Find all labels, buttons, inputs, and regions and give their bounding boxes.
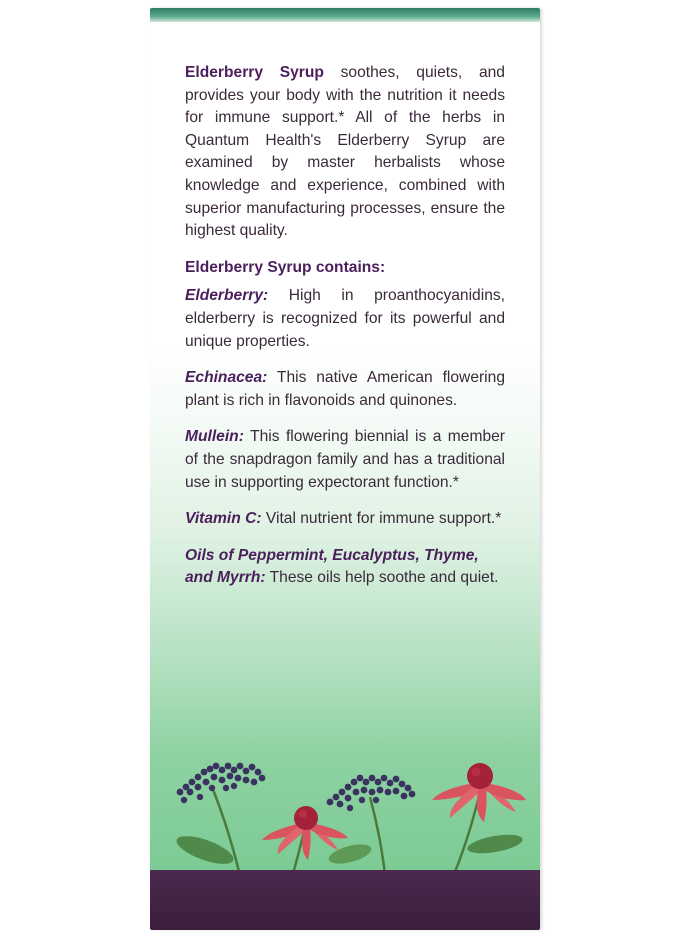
leaf-icon: [173, 830, 236, 869]
contains-heading: Elderberry Syrup contains:: [185, 258, 386, 276]
ingredient-echinacea: [185, 367, 505, 412]
ingredient-text: This native American flowering plant is rich in flavonoids and quinones.: [185, 369, 505, 409]
ingredient-name: Mullein:: [185, 428, 244, 446]
ingredient-vitamin-c: [185, 508, 505, 531]
ingredient-text: Vital nutrient for immune support.*: [261, 510, 502, 528]
ingredient-name: Oils of Peppermint, Eucalyptus, Thyme, and Myrrh:: [185, 546, 479, 587]
echinacea-flower-icon: [432, 763, 526, 822]
intro-paragraph: [185, 62, 505, 243]
botanical-illustration: [150, 742, 540, 884]
ingredient-text: High in proanthocyanidins, elderberry is recognized for its powerful and unique properties.: [185, 287, 505, 350]
ingredient-oils: [185, 545, 505, 590]
ingredient-text: These oils help soothe and quiet.: [265, 569, 499, 587]
leaf-icon: [466, 831, 524, 856]
ingredient-name: Vitamin C:: [185, 510, 262, 528]
package-top-edge: [150, 8, 540, 22]
intro-text: soothes, quiets, and provides your body with the nutrition it needs for immune support.* All of the herbs in Quantum Health's Elderberry Syrup are examined by master herbalists whose knowledge and experience, combined with superior manufacturing processes, ensure the highest quality.: [185, 64, 505, 240]
elderberry-cluster-icon: [177, 763, 266, 804]
ingredient-elderberry: [185, 285, 505, 353]
package-side-panel: [150, 8, 540, 930]
product-name: Elderberry Syrup: [185, 64, 324, 81]
package-face: [150, 22, 540, 870]
ingredient-mullein: [185, 426, 505, 494]
package-bottom-band: [150, 870, 540, 930]
description-text: [185, 62, 505, 604]
ingredient-name: Elderberry:: [185, 287, 269, 305]
ingredient-name: Echinacea:: [185, 369, 268, 387]
ingredient-text: This flowering biennial is a member of the snapdragon family and has a traditional use in supporting expectorant function.*: [185, 428, 505, 491]
